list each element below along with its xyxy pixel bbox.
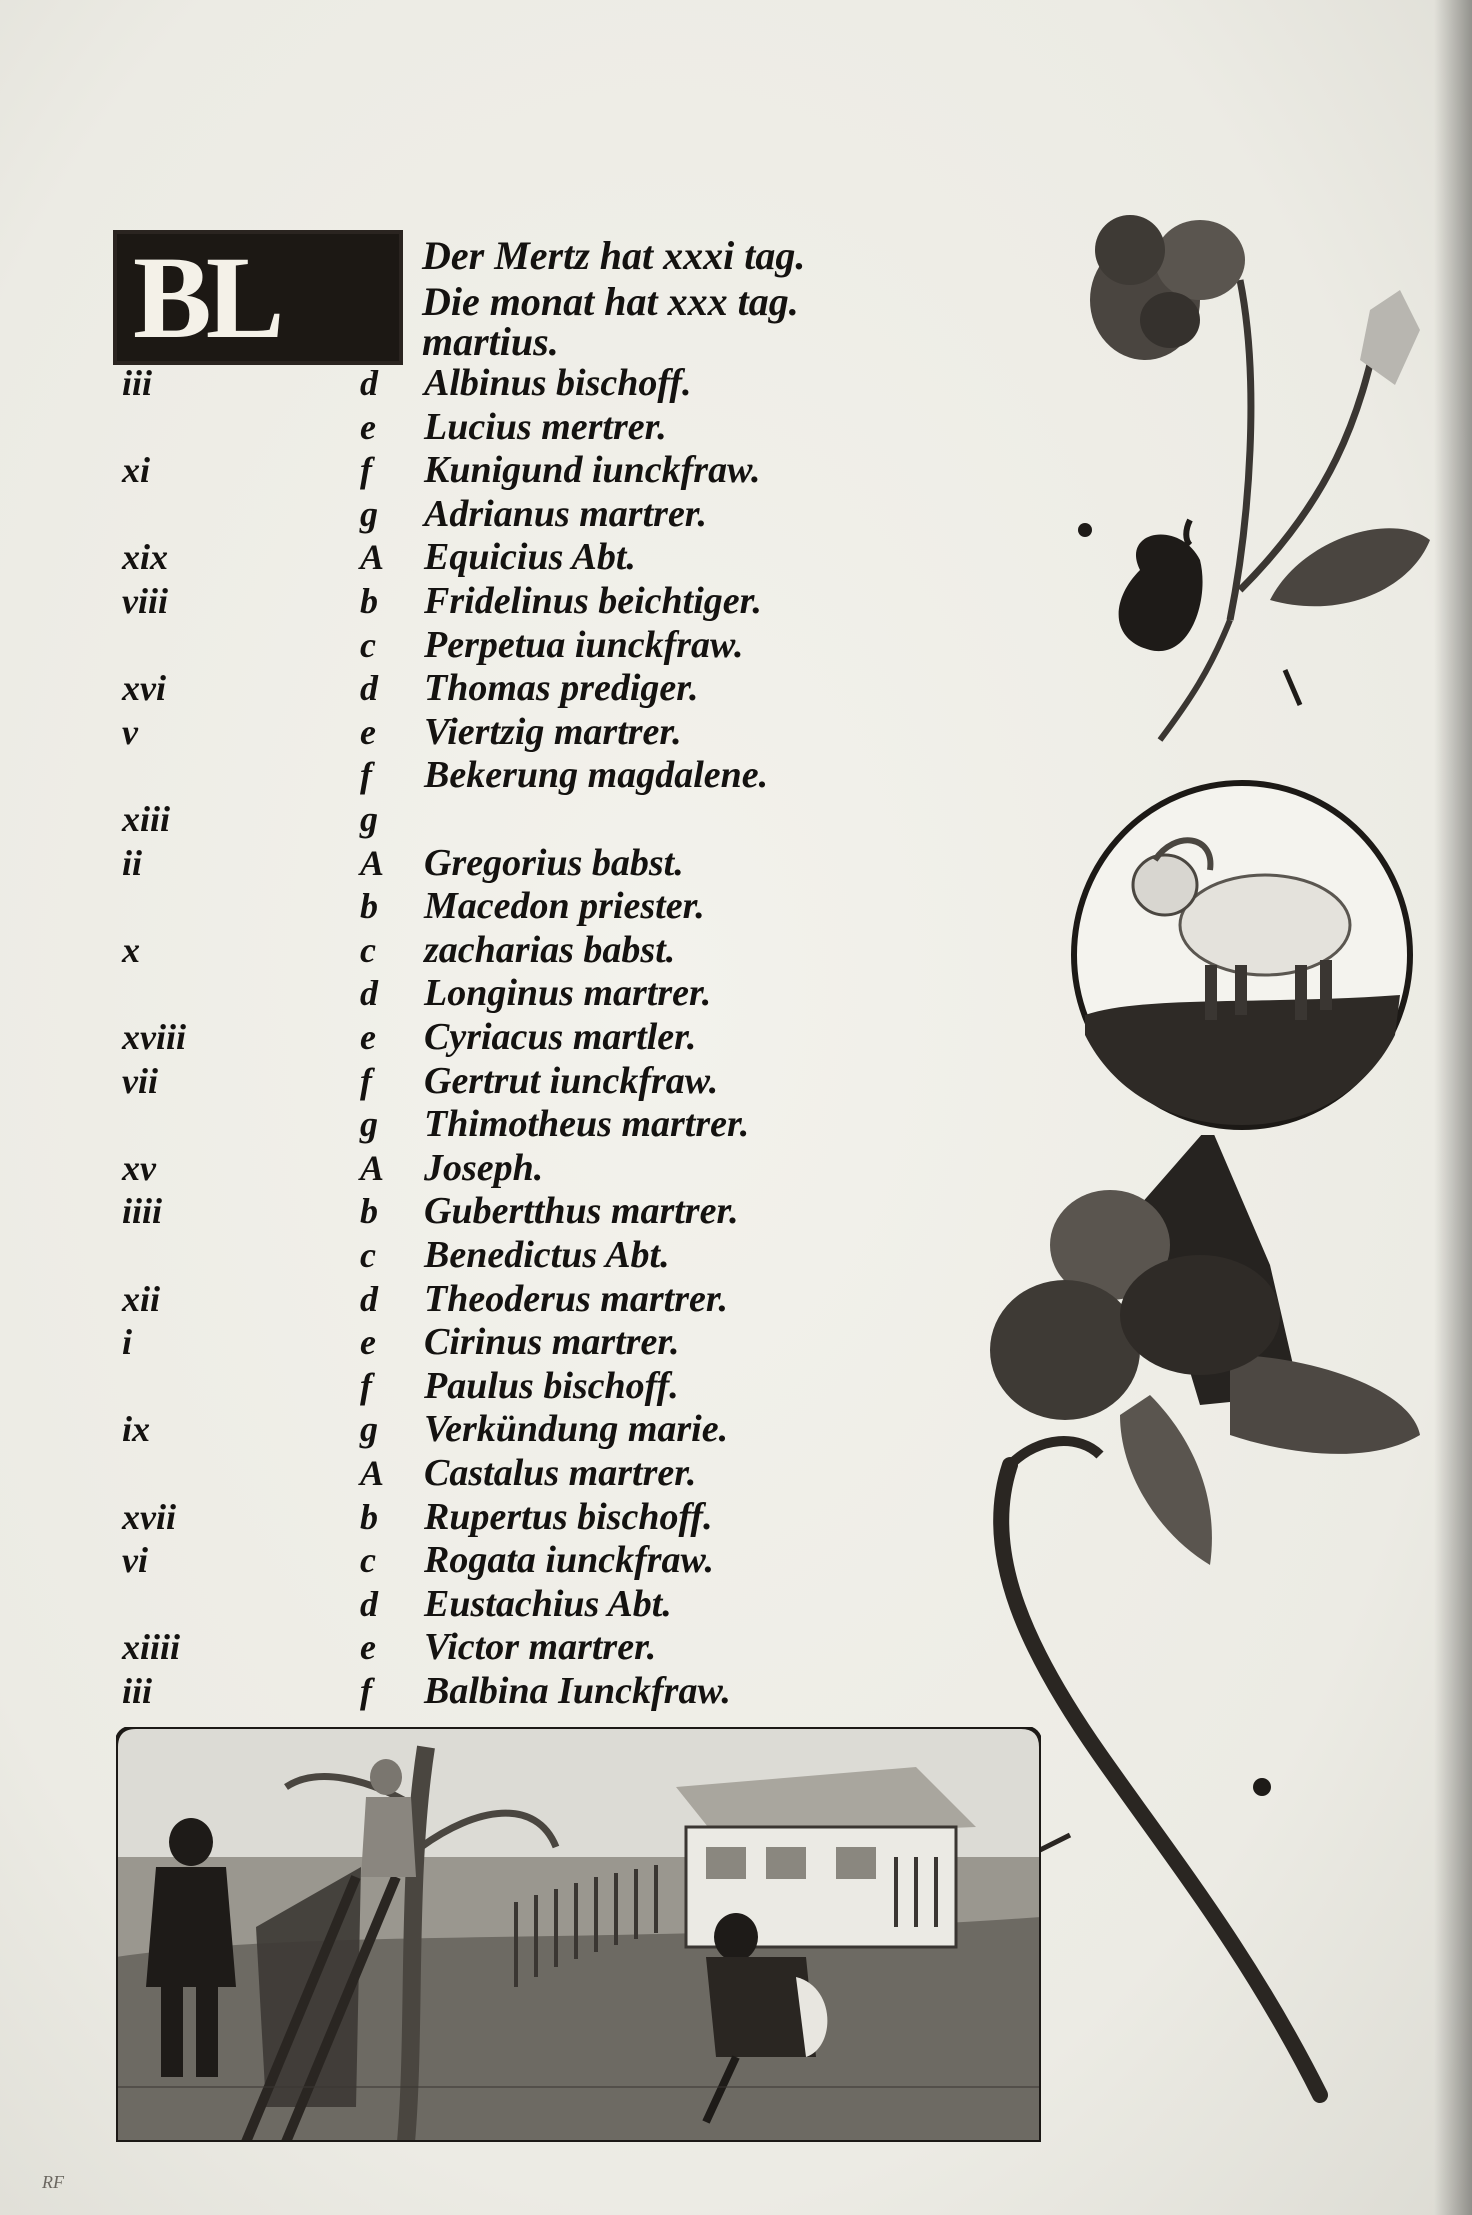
saint-name: Rupertus bischoff. [424,1495,713,1538]
golden-number: viii [122,581,168,621]
saint-name: Perpetua iunckfraw. [424,623,744,666]
golden-number: i [122,1322,133,1363]
saint-name: Verkündung marie. [424,1408,729,1451]
golden-number: xvi [122,668,166,709]
saint-name: Benedictus Abt. [424,1234,670,1276]
calendar-row [0,1321,1000,1364]
saint-name: Macedon priester. [424,885,705,928]
dominical-letter: f [360,1671,372,1711]
dominical-letter: b [360,1191,378,1232]
calendar-row [0,711,1000,754]
dominical-letter: f [360,1365,372,1406]
calendar-row [0,1452,1000,1495]
golden-number: v [122,711,138,752]
calendar-row [0,972,1000,1015]
calendar-row [0,842,1000,885]
dominical-letter: e [360,711,376,752]
dominical-letter: d [360,973,378,1014]
calendar-row [0,449,1000,492]
dominical-letter: b [360,886,378,927]
golden-number: vi [122,1540,148,1581]
saint-name: Castalus martrer. [424,1452,697,1494]
golden-number: xviii [122,1017,186,1057]
golden-number: xix [122,537,169,578]
calendar-row [0,1496,1000,1539]
golden-number: ii [122,842,143,883]
dominical-letter: c [360,929,376,970]
dominical-letter: A [360,842,385,883]
saint-name: Bekerung magdalene. [424,754,769,797]
golden-number: xiiii [122,1627,181,1668]
golden-number: iiii [122,1191,163,1232]
dominical-letter: d [360,668,378,709]
calendar-row [0,1147,1000,1190]
saint-name: Joseph. [424,1146,544,1189]
dominical-letter: d [360,363,378,403]
saint-name: Lucius mertrer. [424,405,667,448]
decorated-initial [113,230,403,365]
rural-scene-miniature [116,1727,1041,2142]
calendar-row [0,1190,1000,1233]
dominical-letter: g [360,493,378,534]
calendar-row [0,1539,1000,1582]
violet-flower-illustration [1060,200,1460,760]
dominical-letter: e [360,1017,376,1057]
golden-number: iii [122,1671,153,1711]
calendar-row [0,624,1000,667]
dominical-letter: A [360,1453,385,1493]
calendar-row [0,1103,1000,1146]
dominical-letter: e [360,406,376,447]
calendar-row [0,1365,1000,1408]
calendar-row [0,1583,1000,1626]
calendar-row [0,493,1000,536]
saint-name: Longinus martrer. [424,972,712,1015]
dominical-letter: f [360,755,372,796]
dominical-letter: g [360,1104,378,1145]
aries-ram-roundel [1065,775,1420,1135]
golden-number: xv [122,1147,156,1188]
dominical-letter: g [360,1409,378,1450]
saint-name: Victor martrer. [424,1626,657,1669]
calendar-row [0,1626,1000,1669]
dominical-letter: e [360,1627,376,1668]
page-edge-shadow [1434,0,1472,2215]
calendar-row [0,1016,1000,1059]
golden-number: iii [122,363,153,403]
saint-name: Gubertthus martrer. [424,1190,739,1233]
header-line-3: martius. [422,319,559,364]
golden-number: ix [122,1409,151,1450]
calendar-row [0,667,1000,710]
calendar-row [0,754,1000,797]
calendar-row [0,580,1000,623]
saint-name: Thimotheus martrer. [424,1103,750,1146]
saint-name: Gertrut iunckfraw. [424,1059,719,1102]
saint-name: Eustachius Abt. [424,1582,672,1625]
calendar-row [0,1060,1000,1103]
dominical-letter: g [360,799,378,839]
dominical-letter: c [360,1540,376,1581]
dominical-letter: f [360,1060,372,1101]
calendar-row [0,1408,1000,1451]
header-line-1: Der Mertz hat xxxi tag. [422,233,806,278]
artist-signature: RF [42,2172,64,2192]
dominical-letter: d [360,1278,378,1319]
saint-name: Paulus bischoff. [424,1364,679,1407]
calendar-row [0,1278,1000,1321]
dominical-letter: b [360,1496,378,1537]
golden-number: xiii [122,799,171,839]
saint-name: Cyriacus martler. [424,1016,697,1058]
calendar-row [0,929,1000,972]
golden-number: xvii [122,1496,176,1537]
calendar-row [0,362,1000,405]
dominical-letter: f [360,450,372,491]
saint-name: Fridelinus beichtiger. [424,580,762,622]
dominical-letter: A [360,1147,385,1188]
dominical-letter: e [360,1322,376,1363]
saint-name: Equicius Abt. [424,536,636,579]
golden-number: x [122,929,140,970]
saint-name: Cirinus martrer. [424,1321,680,1364]
golden-number: vii [122,1060,158,1101]
dominical-letter: c [360,624,376,665]
saint-name: Theoderus martrer. [424,1277,729,1320]
dominical-letter: b [360,581,378,621]
calendar-row [0,536,1000,579]
initial-letters: BL [133,232,279,363]
golden-number: xii [122,1278,161,1319]
saint-name: Kunigund iunckfraw. [424,449,761,492]
saint-name: Viertzig martrer. [424,710,682,753]
calendar-row [0,1234,1000,1277]
saint-name: Albinus bischoff. [424,362,692,404]
golden-number: xi [122,450,151,491]
calendar-row [0,885,1000,928]
calendar-row [0,1670,1000,1713]
saint-name: zacharias babst. [424,928,676,971]
saint-name: Gregorius babst. [424,841,684,884]
saint-name: Balbina Iunckfraw. [424,1670,731,1712]
header-line-2: Die monat hat xxx tag. [422,279,799,324]
dominical-letter: d [360,1583,378,1624]
saint-name: Thomas prediger. [424,667,699,710]
saint-name: Rogata iunckfraw. [424,1539,714,1582]
dominical-letter: A [360,537,385,578]
calendar-row [0,798,1000,841]
dominical-letter: c [360,1235,376,1275]
calendar-row [0,406,1000,449]
saint-name: Adrianus martrer. [424,492,707,535]
